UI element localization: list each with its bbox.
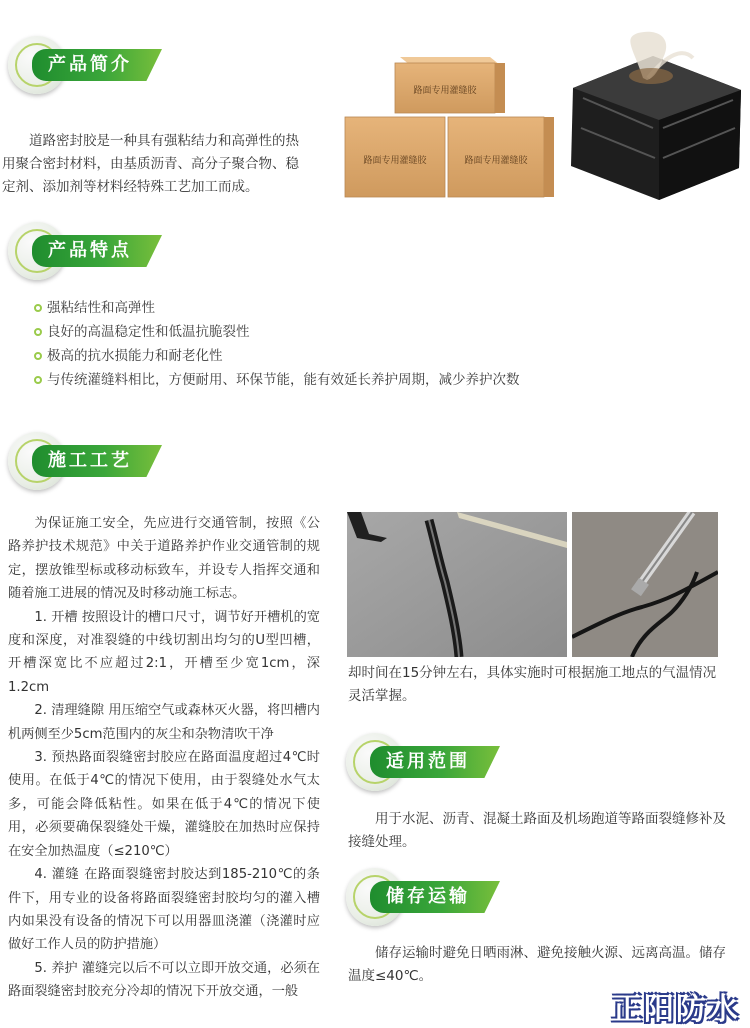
construction-steps [8, 512, 320, 1004]
box-label-right: 路面专用灌缝胶 [464, 156, 528, 166]
section-badge-intro [8, 36, 168, 96]
brand-logo-text: 正阳防水 [612, 992, 740, 1027]
product-boxes-image [340, 55, 555, 205]
section-badge-scope [346, 733, 506, 793]
scope-text: 用于水泥、沥青、混凝土路面及机场跑道等路面裂缝修补及接缝处理。 [348, 811, 726, 850]
box-label-top: 路面专用灌缝胶 [413, 86, 477, 96]
bullet-icon [34, 376, 42, 384]
list-item: 与传统灌缝料相比，方便耐用、环保节能，能有效延长养护周期，减少养护次数 [34, 368, 520, 392]
bullet-icon [34, 304, 42, 312]
intro-text: 道路密封胶是一种具有强粘结力和高弹性的热用聚合密封材料，由基质沥青、高分子聚合物、稳定剂、添加剂等材料经特殊工艺加工而成。 [2, 133, 299, 195]
section-badge-construction [8, 432, 168, 492]
crack-sealing-photo-1 [347, 512, 567, 657]
section-title-scope: 适用范围 [386, 751, 470, 772]
feature-list [34, 296, 520, 392]
construction-step: 1. 开槽 按照设计的槽口尺寸，调节好开槽机的宽度和深度，对准裂缝的中线切割出均匀的U型凹槽，开槽深宽比不应超过2:1，开槽至少宽1cm，深1.2cm [8, 609, 320, 695]
construction-paragraph: 为保证施工安全，先应进行交通管制，按照《公路养护技术规范》中关于道路养护作业交通管制的规定，摆放锥型标或移动标致车，并设专人指挥交通和随着施工进展的情况及时移动施工标志。 [8, 516, 320, 602]
construction-step: 3. 预热路面裂缝密封胶应在路面温度超过4℃时使用。在低于4℃的情况下使用，由于裂缝处水气太多，可能会降低粘性。如果在低于4℃的情况下使用，必须要确保裂缝处干燥，灌缝胶在加热时应保持在安全加热温度（≤210℃） [8, 750, 320, 859]
sealant-block-image [563, 28, 748, 203]
section-badge-storage [346, 868, 506, 928]
box-label-left: 路面专用灌缝胶 [363, 156, 427, 166]
construction-step: 2. 清理缝隙 用压缩空气或森林灭火器，将凹槽内机两侧至少5cm范围内的灰尘和杂物清吹干净 [8, 703, 320, 742]
bullet-icon [34, 352, 42, 360]
crack-sealing-photo-2 [572, 512, 718, 657]
section-title-intro: 产品简介 [48, 54, 132, 75]
section-badge-features [8, 222, 168, 282]
construction-continuation: 却时间在15分钟左右，具体实施时可根据施工地点的气温情况灵活掌握。 [348, 665, 717, 704]
construction-step: 5. 养护 灌缝完以后不可以立即开放交通，必须在路面裂缝密封胶充分冷却的情况下开放交通，一般 [8, 960, 320, 1000]
construction-step: 4. 灌缝 在路面裂缝密封胶达到185-210℃的条件下，用专业的设备将路面裂缝密封胶均匀的灌入槽内如果没有设备的情况下可以用器皿浇灌（浇灌时应做好工作人员的防护措施） [8, 867, 320, 953]
section-title-features: 产品特点 [48, 240, 132, 261]
bullet-icon [34, 328, 42, 336]
section-title-storage: 储存运输 [386, 886, 470, 907]
storage-text: 储存运输时避免日晒雨淋、避免接触火源、远离高温。储存温度≤40℃。 [348, 945, 726, 984]
list-item: 极高的抗水损能力和耐老化性 [34, 344, 520, 368]
section-title-construction: 施工工艺 [48, 450, 132, 471]
list-item: 强粘结性和高弹性 [34, 296, 520, 320]
list-item: 良好的高温稳定性和低温抗脆裂性 [34, 320, 520, 344]
